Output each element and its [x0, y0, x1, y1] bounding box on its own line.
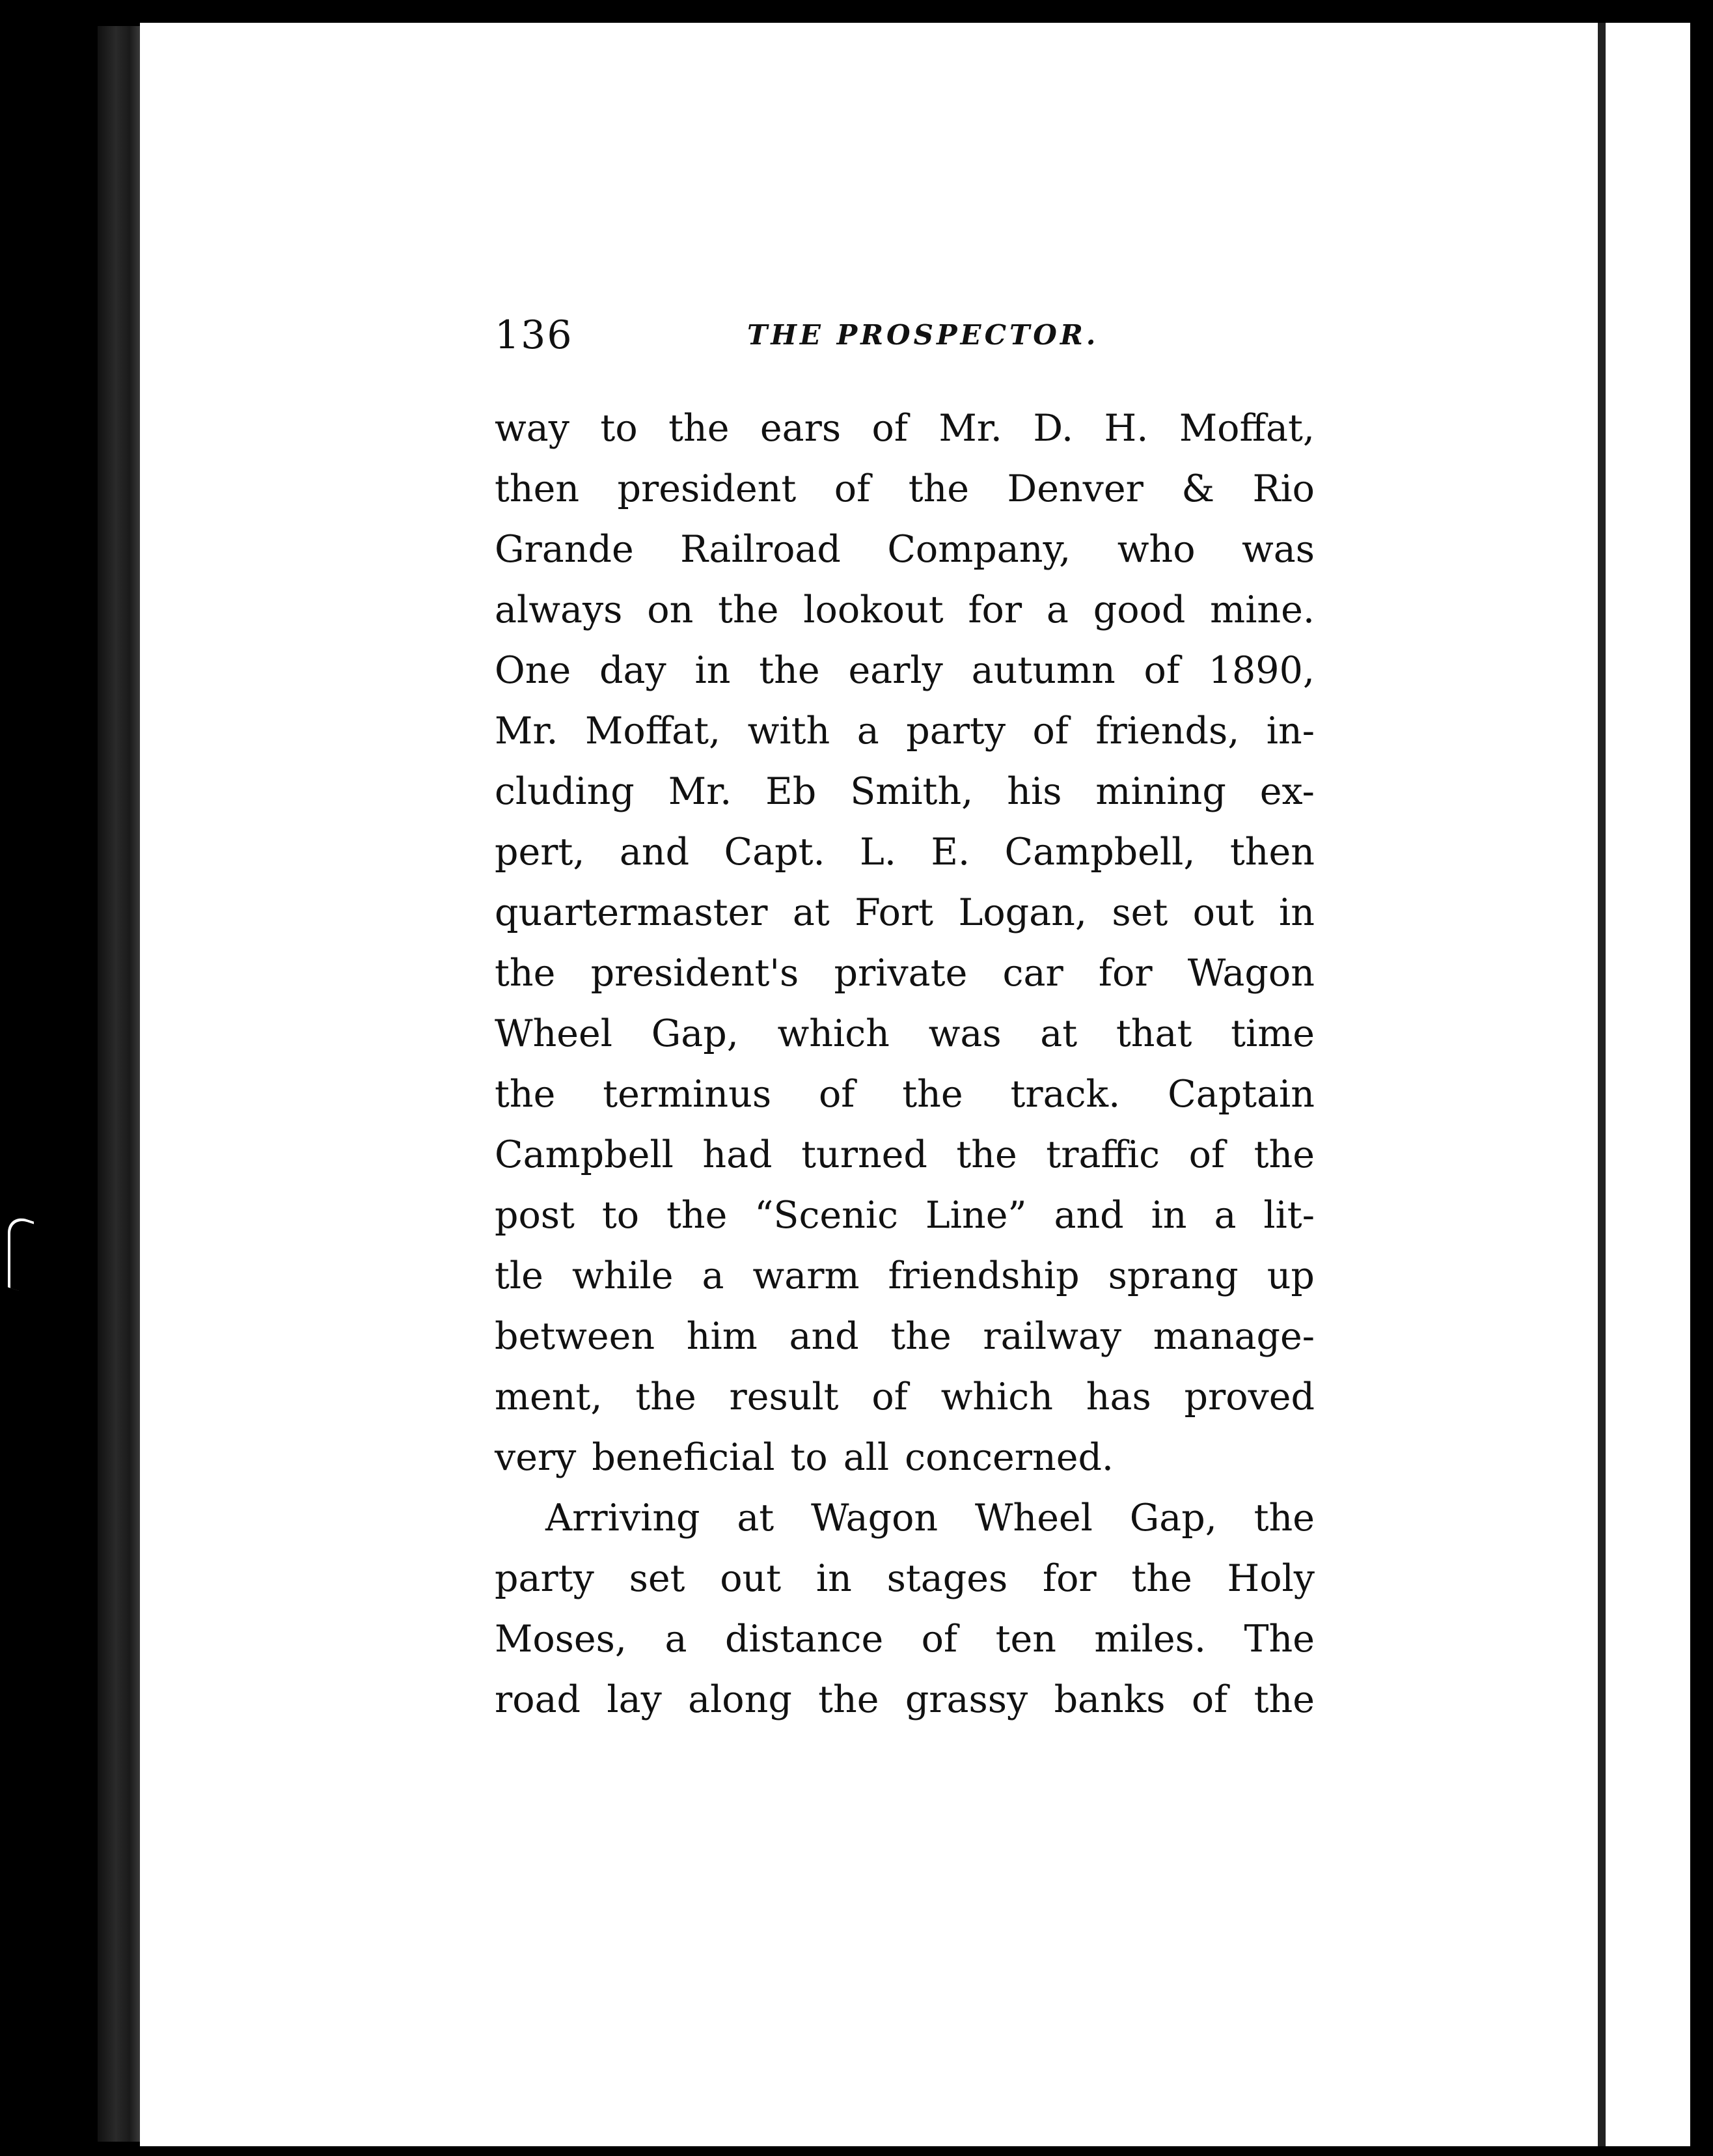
word: concerned.: [905, 1436, 1114, 1479]
running-head: [495, 312, 1315, 358]
word: the: [1254, 1133, 1315, 1176]
page-edge: [1598, 23, 1606, 2146]
word: lit-: [1263, 1194, 1315, 1237]
word: the: [908, 467, 970, 510]
text-line: [495, 762, 1315, 822]
word: at: [737, 1497, 774, 1540]
word: pert,: [495, 831, 585, 874]
text-line: [495, 1246, 1315, 1306]
text-line: [495, 398, 1315, 459]
word: his: [1007, 770, 1062, 813]
word: Company,: [887, 528, 1071, 571]
word: ex-: [1259, 770, 1315, 813]
word: Mr.: [668, 770, 732, 813]
word: friends,: [1095, 710, 1240, 753]
word: L.: [860, 831, 896, 874]
word: which: [777, 1012, 890, 1055]
word: the: [818, 1678, 879, 1721]
word: Wheel: [495, 1012, 612, 1055]
word: autumn: [971, 649, 1116, 692]
word: H.: [1104, 407, 1149, 450]
text-line: [495, 1064, 1315, 1125]
text-line: [495, 1488, 1315, 1549]
word: who: [1117, 528, 1196, 571]
word: E.: [931, 831, 970, 874]
text-line: [495, 1367, 1315, 1428]
word: day: [599, 649, 666, 692]
word: the: [1254, 1678, 1315, 1721]
word: track.: [1010, 1073, 1121, 1116]
word: D.: [1033, 407, 1074, 450]
word: set: [629, 1557, 685, 1600]
word: at: [792, 891, 830, 934]
word: of: [1188, 1133, 1226, 1176]
word: for: [1098, 952, 1153, 995]
word: a: [702, 1254, 724, 1297]
word: party: [906, 710, 1006, 753]
word: “Scenic: [754, 1194, 898, 1237]
word: Denver: [1007, 467, 1144, 510]
word: then: [1229, 831, 1315, 874]
text-line: [495, 519, 1315, 580]
word: proved: [1184, 1375, 1315, 1418]
word: party: [495, 1557, 594, 1600]
word: had: [702, 1133, 773, 1176]
word: between: [495, 1315, 655, 1358]
word: has: [1086, 1375, 1151, 1418]
word: with: [747, 710, 830, 753]
word: the: [902, 1073, 963, 1116]
text-line: [495, 459, 1315, 519]
word: ment,: [495, 1375, 603, 1418]
word: Fort: [855, 891, 934, 934]
word: stages: [886, 1557, 1008, 1600]
word: the: [759, 649, 820, 692]
word: to: [600, 407, 638, 450]
word: road: [495, 1678, 581, 1721]
word: cluding: [495, 770, 635, 813]
word: Wheel: [974, 1497, 1093, 1540]
word: Line”: [925, 1194, 1027, 1237]
word: banks: [1054, 1678, 1166, 1721]
word: out: [720, 1557, 782, 1600]
word: and: [619, 831, 690, 874]
word: in: [1279, 891, 1315, 934]
word: time: [1231, 1012, 1315, 1055]
word: a: [1046, 588, 1069, 631]
word: terminus: [603, 1073, 772, 1116]
word: was: [928, 1012, 1002, 1055]
word: of: [1144, 649, 1180, 692]
word: him: [686, 1315, 758, 1358]
scanner-artifact: [8, 1213, 34, 1296]
word: mining: [1095, 770, 1226, 813]
word: and: [1054, 1194, 1124, 1237]
word: Moffat,: [1179, 407, 1315, 450]
word: Gap,: [651, 1012, 739, 1055]
word: tle: [495, 1254, 543, 1297]
word: sprang: [1108, 1254, 1239, 1297]
word: in: [694, 649, 731, 692]
word: on: [647, 588, 694, 631]
word: to: [790, 1436, 828, 1479]
word: the: [718, 588, 779, 631]
word: distance: [724, 1618, 884, 1661]
word: Railroad: [680, 528, 841, 571]
word: private: [834, 952, 968, 995]
text-line: [495, 580, 1315, 641]
word: Moffat,: [584, 710, 721, 753]
word: Moses,: [495, 1618, 627, 1661]
word: Mr.: [939, 407, 1002, 450]
word: grassy: [905, 1678, 1028, 1721]
word: result: [729, 1375, 839, 1418]
word: Gap,: [1129, 1497, 1217, 1540]
word: the: [1131, 1557, 1192, 1600]
word: the: [635, 1375, 696, 1418]
word: for: [1042, 1557, 1097, 1600]
word: of: [834, 467, 871, 510]
word: in: [1151, 1194, 1187, 1237]
word: and: [789, 1315, 859, 1358]
word: a: [665, 1618, 687, 1661]
word: warm: [752, 1254, 860, 1297]
word: Wagon: [810, 1497, 939, 1540]
word: Eb: [765, 770, 817, 813]
word: ten: [995, 1618, 1056, 1661]
word: Logan,: [958, 891, 1087, 934]
word: the: [890, 1315, 952, 1358]
text-line: [495, 943, 1315, 1004]
word: always: [495, 588, 623, 631]
word: which: [940, 1375, 1053, 1418]
word: then: [495, 467, 580, 510]
word: Capt.: [724, 831, 825, 874]
word: One: [495, 649, 571, 692]
word: of: [818, 1073, 855, 1116]
word: Mr.: [495, 710, 558, 753]
word: Smith,: [850, 770, 974, 813]
word: traffic: [1046, 1133, 1160, 1176]
text-line: [495, 1125, 1315, 1185]
word: ears: [760, 407, 842, 450]
word: Holy: [1227, 1557, 1315, 1600]
text-line: [495, 1185, 1315, 1246]
word: the: [668, 407, 730, 450]
word: while: [571, 1254, 674, 1297]
word: the: [666, 1194, 728, 1237]
word: all: [843, 1436, 890, 1479]
word: lookout: [803, 588, 944, 631]
page-number: 136: [495, 312, 573, 358]
word: very: [495, 1436, 577, 1479]
text-line: [495, 883, 1315, 943]
word: early: [848, 649, 943, 692]
word: the: [495, 952, 556, 995]
word: of: [1191, 1678, 1228, 1721]
word: president's: [590, 952, 799, 995]
word: turned: [801, 1133, 927, 1176]
text-line: [495, 641, 1315, 701]
word: the: [495, 1073, 556, 1116]
word: Arriving: [545, 1497, 700, 1540]
word: 1890,: [1208, 649, 1315, 692]
word: along: [688, 1678, 792, 1721]
text-line: [495, 1306, 1315, 1367]
text-line: [495, 1670, 1315, 1730]
word: Rio: [1252, 467, 1315, 510]
facing-page-sliver: [1606, 23, 1690, 2146]
word: set: [1112, 891, 1168, 934]
word: of: [921, 1618, 958, 1661]
word: good: [1093, 588, 1186, 631]
word: friendship: [888, 1254, 1080, 1297]
text-line: [495, 1428, 1315, 1488]
word: Campbell: [495, 1133, 674, 1176]
word: beneficial: [592, 1436, 775, 1479]
word: in-: [1266, 710, 1315, 753]
word: up: [1267, 1254, 1315, 1297]
word: a: [857, 710, 879, 753]
word: Grande: [495, 528, 634, 571]
word: railway: [983, 1315, 1122, 1358]
word: &: [1181, 467, 1215, 510]
word: the: [1254, 1497, 1315, 1540]
word: manage-: [1153, 1315, 1315, 1358]
word: car: [1002, 952, 1063, 995]
word: of: [871, 1375, 908, 1418]
text-line: [495, 1549, 1315, 1609]
word: president: [617, 467, 797, 510]
word: Campbell,: [1004, 831, 1196, 874]
text-line: [495, 1004, 1315, 1064]
word: lay: [607, 1678, 662, 1721]
word: out: [1192, 891, 1254, 934]
word: at: [1040, 1012, 1078, 1055]
word: of: [1032, 710, 1069, 753]
word: that: [1116, 1012, 1192, 1055]
word: to: [601, 1194, 640, 1237]
word: mine.: [1210, 588, 1315, 631]
word: was: [1241, 528, 1315, 571]
book-binding-gutter: [98, 26, 143, 2142]
word: Wagon: [1187, 952, 1315, 995]
word: post: [495, 1194, 575, 1237]
word: way: [495, 407, 569, 450]
word: Captain: [1168, 1073, 1315, 1116]
word: quartermaster: [495, 891, 768, 934]
scan-border-right: [1690, 0, 1713, 2156]
running-title: THE PROSPECTOR.: [747, 319, 1099, 351]
word: in: [815, 1557, 852, 1600]
text-line: [495, 701, 1315, 762]
word: the: [956, 1133, 1017, 1176]
body-text: [495, 398, 1315, 1730]
word: The: [1244, 1618, 1315, 1661]
word: for: [968, 588, 1022, 631]
word: miles.: [1094, 1618, 1207, 1661]
word: a: [1214, 1194, 1237, 1237]
text-line: [495, 822, 1315, 883]
word: of: [871, 407, 908, 450]
text-line: [495, 1609, 1315, 1670]
paragraph-container: [495, 398, 1315, 1730]
